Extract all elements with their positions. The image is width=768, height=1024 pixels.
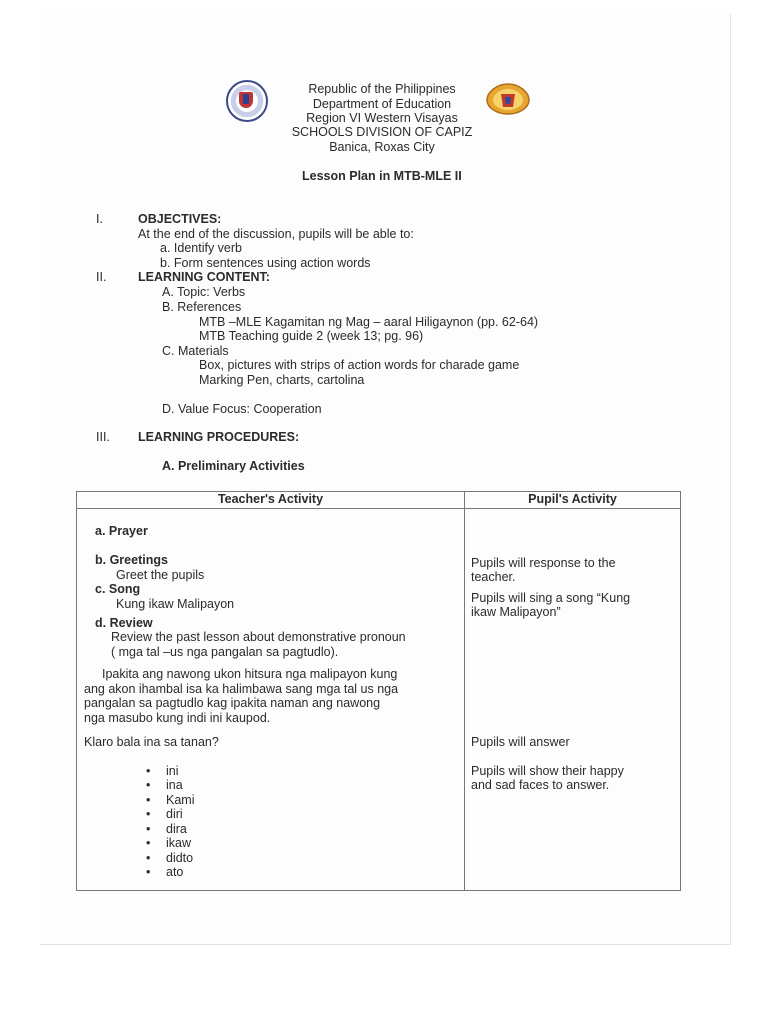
- header-line-department: Department of Education: [312, 97, 452, 111]
- document-title: Lesson Plan in MTB-MLE II: [302, 169, 462, 183]
- word-list-item: • ina: [166, 778, 183, 792]
- paragraph-line: pangalan sa pagtudlo kag ipakita naman ang nawong: [84, 696, 381, 710]
- content-value-focus: D. Value Focus: Cooperation: [162, 402, 322, 416]
- content-topic: A. Topic: Verbs: [162, 285, 246, 299]
- teacher-activity-header: Teacher's Activity: [77, 492, 465, 509]
- content-materials-label: C. Materials: [162, 344, 229, 358]
- teacher-activity-cell: [77, 509, 465, 891]
- review-text: ( mga tal –us nga pangalan sa pagtudlo).: [111, 645, 339, 659]
- pupil-activity-header: Pupil's Activity: [465, 492, 681, 509]
- review-text: Review the past lesson about demonstrative pronoun: [111, 630, 406, 644]
- word-list-item: • Kami: [166, 793, 194, 807]
- objectives-heading: OBJECTIVES:: [138, 212, 222, 226]
- reference-item: MTB –MLE Kagamitan ng Mag – aaral Hiligaynon (pp. 62-64): [199, 315, 539, 329]
- content-numeral: II.: [96, 270, 107, 284]
- pupil-answer-text: Pupils will answer: [471, 735, 570, 749]
- question-text: Klaro bala ina sa tanan?: [84, 735, 219, 749]
- song-text: Kung ikaw Malipayon: [116, 597, 235, 611]
- activity-table: [76, 491, 681, 891]
- greetings-text: Greet the pupils: [116, 568, 205, 582]
- paragraph-line: ang akon ihambal isa ka halimbawa sang mga tal us nga: [84, 682, 399, 696]
- pupil-song-text: Pupils will sing a song “Kung: [471, 591, 631, 605]
- word-list-item: • diri: [166, 807, 183, 821]
- header-line-republic: Republic of the Philippines: [308, 82, 456, 96]
- objectives-intro: At the end of the discussion, pupils will be able to:: [138, 227, 414, 241]
- material-item: Marking Pen, charts, cartolina: [199, 373, 365, 387]
- pupil-faces-text: Pupils will show their happy: [471, 764, 624, 778]
- word-list-item: • dira: [166, 822, 187, 836]
- content-references-label: B. References: [162, 300, 242, 314]
- paragraph-line: nga masubo kung indi ini kaupod.: [84, 711, 271, 725]
- word-list-item: • ikaw: [166, 836, 191, 850]
- procedures-heading: LEARNING PROCEDURES:: [138, 430, 300, 444]
- procedures-subheading: A. Preliminary Activities: [162, 459, 305, 473]
- reference-item: MTB Teaching guide 2 (week 13; pg. 96): [199, 329, 424, 343]
- review-label: d. Review: [95, 616, 153, 630]
- header-line-address: Banica, Roxas City: [329, 140, 435, 154]
- header-line-division: SCHOOLS DIVISION OF CAPIZ: [291, 125, 473, 139]
- greetings-label: b. Greetings: [95, 553, 168, 567]
- pupil-activity-cell: [465, 509, 681, 891]
- pupil-faces-text: and sad faces to answer.: [471, 778, 610, 792]
- word-list-item: • didto: [166, 851, 193, 865]
- pupil-response-text: teacher.: [471, 570, 516, 584]
- objective-item: b. Form sentences using action words: [160, 256, 371, 270]
- pupil-song-text: ikaw Malipayon”: [471, 605, 561, 619]
- header-line-region: Region VI Western Visayas: [306, 111, 458, 125]
- word-list-item: • ato: [166, 865, 183, 879]
- procedures-numeral: III.: [96, 430, 110, 444]
- material-item: Box, pictures with strips of action words for charade game: [199, 358, 520, 372]
- word-list-item: • ini: [166, 764, 179, 778]
- objective-item: a. Identify verb: [160, 241, 242, 255]
- prayer-label: a. Prayer: [95, 524, 148, 538]
- pupil-response-text: Pupils will response to the: [471, 556, 616, 570]
- paragraph-line: Ipakita ang nawong ukon hitsura nga malipayon kung: [102, 667, 398, 681]
- content-heading: LEARNING CONTENT:: [138, 270, 270, 284]
- objectives-numeral: I.: [96, 212, 103, 226]
- song-label: c. Song: [95, 582, 141, 596]
